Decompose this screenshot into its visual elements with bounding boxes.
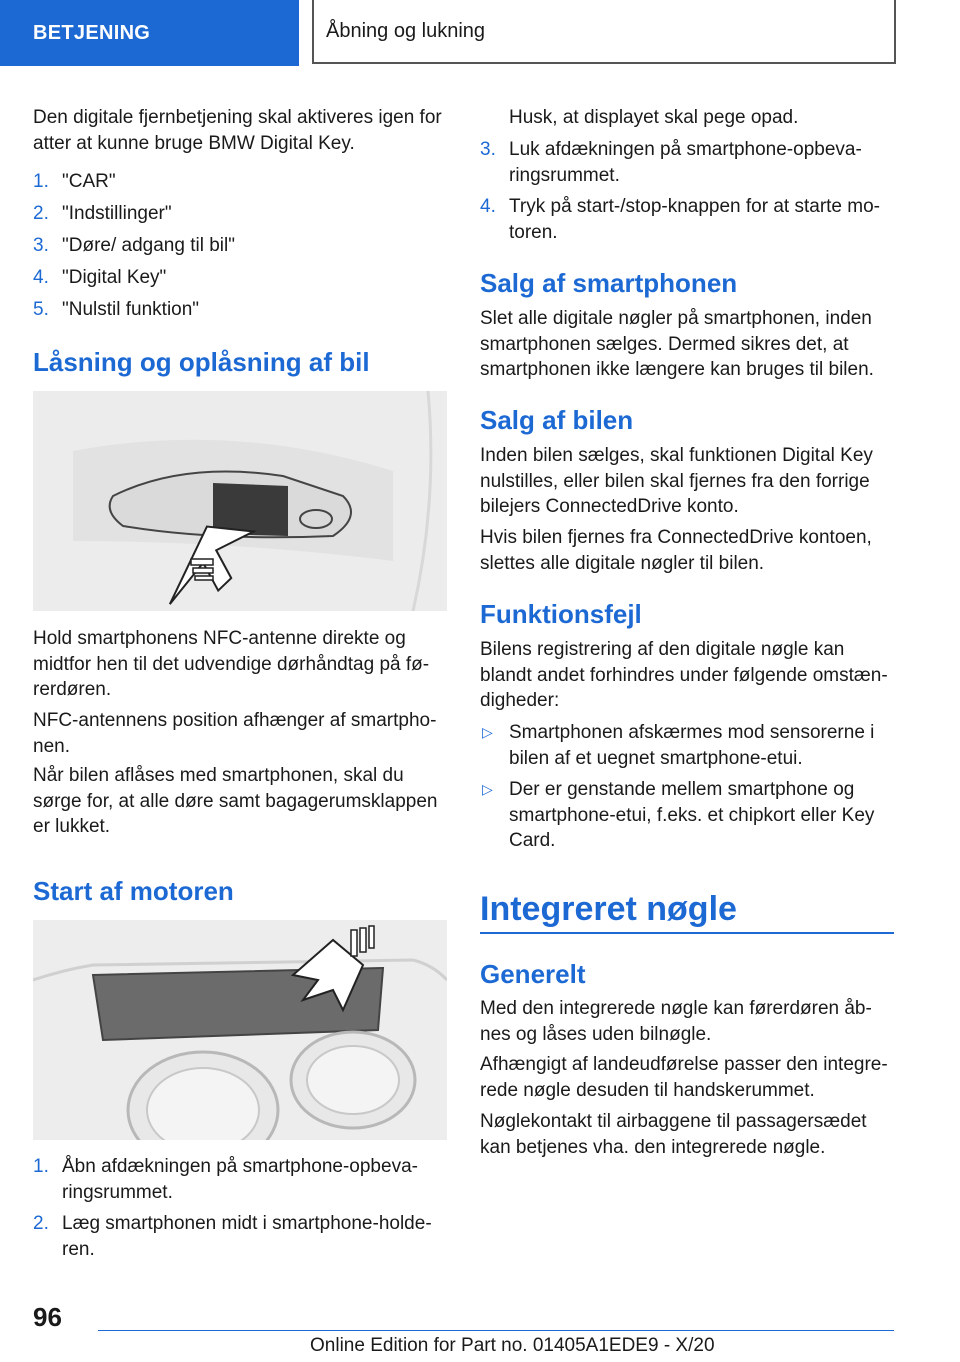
heading-general: Generelt [480, 959, 586, 989]
console-illustration [33, 920, 447, 1140]
continued-text: Husk, at displayet skal pege opad. [509, 107, 799, 128]
general-paragraph-3: Nøglekontakt til airbaggene til passagersædet kan betjenes vha. den integrerede nøgle. [480, 1111, 867, 1158]
section-tab [0, 0, 299, 66]
heading-malfunction: Funktionsfejl [480, 599, 642, 629]
lock-paragraph-2: NFC-antennens position afhænger af smartphonen. [33, 710, 437, 757]
bullet-triangle-icon: ▷ [482, 724, 493, 740]
chapter-title: Åbning og lukning [326, 19, 486, 42]
lock-paragraph-1: Hold smartphonens NFC-antenne direkte og midtfor hen til det udvendige dørhåndtag på førerdøren. [33, 628, 430, 700]
page-number: 96 [33, 1302, 62, 1332]
heading-sale-phone: Salg af smartphonen [480, 268, 738, 298]
bullet-text: Smartphonen afskærmes mod sensorerne i bilen af et uegnet smartphone-etui. [509, 722, 875, 769]
step-text: "Nulstil funktion" [62, 299, 200, 320]
step-number: 1. [33, 171, 49, 192]
chapter-tab [312, 0, 896, 64]
step-number: 1. [33, 1156, 49, 1177]
footer-rule [98, 1330, 894, 1331]
step-number: 3. [33, 235, 49, 256]
general-paragraph-1: Med den integrerede nøgle kan førerdøren åbnes og låses uden bilnøgle. [480, 998, 872, 1045]
door-handle-illustration [33, 391, 447, 611]
step-text: "Indstillinger" [62, 203, 172, 224]
heading-integrated-key: Integreret nøgle [480, 890, 737, 928]
sale-car-paragraph-1: Inden bilen sælges, skal funktionen Digital Key nulstilles, eller bilen skal fjernes fra den forrige bilejers ConnectedDrive konto. [480, 445, 873, 517]
bullet-triangle-icon: ▷ [482, 781, 493, 797]
step-text: "Digital Key" [62, 267, 167, 288]
step-number: 4. [33, 267, 49, 288]
malfunction-paragraph: Bilens registrering af den digitale nøgle kan blandt andet forhindres under følgende omstændigheder: [480, 639, 888, 711]
heading-rule [480, 932, 894, 934]
step-text: Tryk på start-/stop-knappen for at starte motoren. [509, 196, 880, 243]
step-text: Læg smartphonen midt i smartphone-holderen. [62, 1213, 432, 1260]
lock-paragraph-3: Når bilen aflåses med smartphonen, skal du sørge for, at alle døre samt bagagerumsklappen er lukket. [33, 765, 438, 837]
intro-paragraph: Den digitale fjernbetjening skal aktiveres igen for atter at kunne bruge BMW Digital Key. [33, 107, 442, 154]
section-title: BETJENING [33, 21, 151, 44]
step-number: 2. [33, 203, 49, 224]
step-number: 3. [480, 139, 496, 160]
bullet-text: Der er genstande mellem smartphone og smartphone-etui, f.eks. et chipkort eller Key Card. [509, 779, 875, 851]
step-text: Åbn afdækningen på smartphone-opbevaringsrummet. [62, 1156, 418, 1203]
step-number: 5. [33, 299, 49, 320]
heading-locking: Låsning og oplåsning af bil [33, 347, 370, 377]
step-text: "CAR" [62, 171, 116, 192]
step-number: 2. [33, 1213, 49, 1234]
general-paragraph-2: Afhængigt af landeudførelse passer den integrerede nøgle desuden til handskerummet. [480, 1054, 888, 1101]
heading-sale-car: Salg af bilen [480, 405, 634, 435]
footer-edition: Online Edition for Part no. 01405A1EDE9 - X/20 [310, 1335, 715, 1356]
sale-phone-paragraph: Slet alle digitale nøgler på smartphonen, inden smartphonen sælges. Dermed sikres det, at smartphonen ikke længere kan bruges til bilen. [480, 308, 874, 380]
heading-start-engine: Start af motoren [33, 876, 234, 906]
sale-car-paragraph-2: Hvis bilen fjernes fra ConnectedDrive kontoen, slettes alle digitale nøgler til bilen. [480, 527, 872, 574]
step-text: Luk afdækningen på smartphone-opbevaringsrummet. [509, 139, 862, 186]
step-number: 4. [480, 196, 496, 217]
step-text: "Døre/ adgang til bil" [62, 235, 235, 256]
